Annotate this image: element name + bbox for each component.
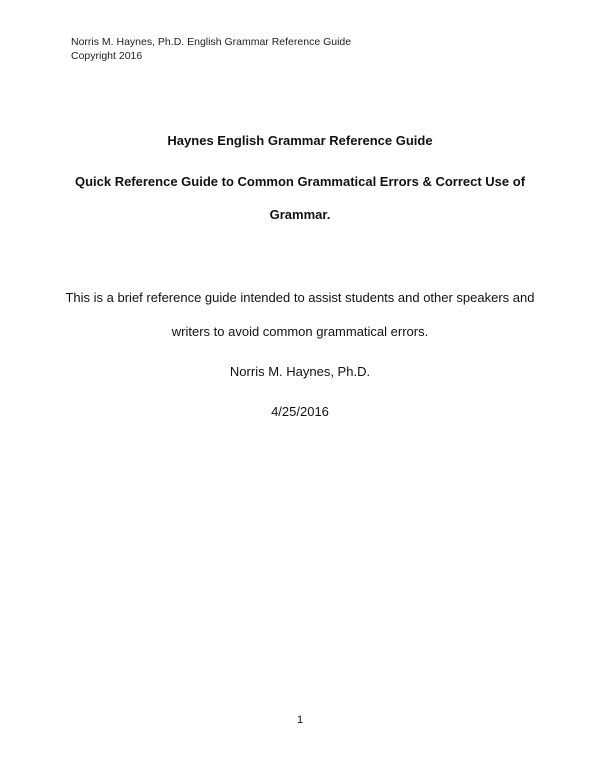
header-line-copyright: Copyright 2016 [71,50,143,62]
document-subtitle-line-2: Grammar. [269,207,331,222]
description-line-1: This is a brief reference guide intended to assist students and other speakers and [65,290,535,305]
header-line-author-title: Norris M. Haynes, Ph.D. English Grammar Reference Guide [71,36,352,48]
document-subtitle-line-1: Quick Reference Guide to Common Grammatical Errors & Correct Use of [74,174,526,189]
description-line-2: writers to avoid common grammatical errors. [171,324,429,339]
page-number: 1 [296,714,304,726]
document-date: 4/25/2016 [271,404,329,419]
running-header [71,35,351,63]
author-name: Norris M. Haynes, Ph.D. [229,364,371,379]
document-title: Haynes English Grammar Reference Guide [167,133,433,148]
